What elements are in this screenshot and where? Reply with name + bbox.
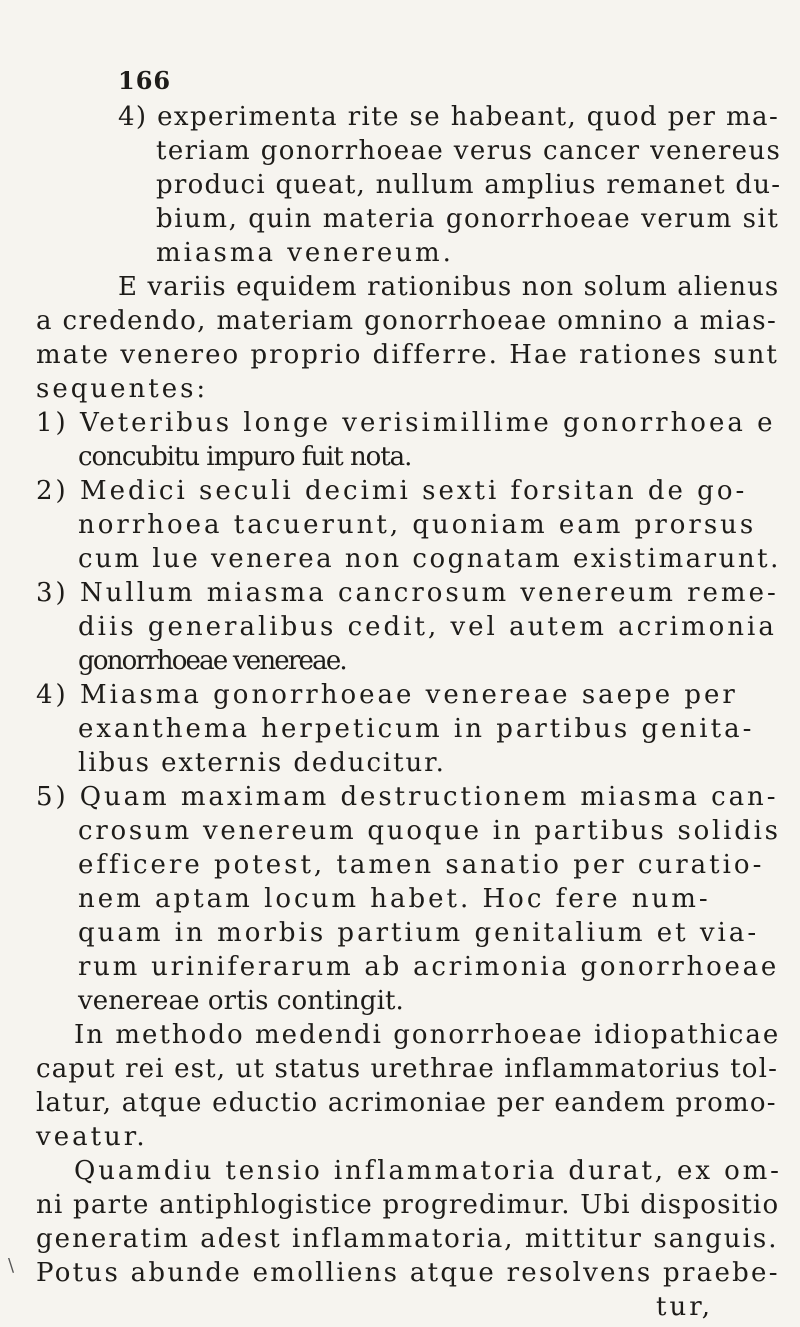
text-line: mate venereo proprio differre. Hae rationes sunt [36, 340, 779, 370]
text-line: generatim adest inflammatoria, mittitur sanguis. [36, 1224, 779, 1254]
text-line: Quamdiu tensio inflammatoria durat, ex om- [74, 1156, 782, 1186]
text-line: teriam gonorrhoeae verus cancer venereus [156, 136, 782, 166]
text-line: venereae ortis contingit. [78, 986, 404, 1016]
text-line: bium, quin materia gonorrhoeae verum sit [156, 204, 780, 234]
text-line: In methodo medendi gonorrhoeae idiopathicae [74, 1020, 781, 1050]
text-line: cum lue venerea non cognatam existimarunt. [78, 544, 781, 574]
text-line: nem aptam locum habet. Hoc fere num- [78, 884, 711, 914]
text-line: exanthema herpeticum in partibus genita- [78, 714, 755, 744]
text-line: libus externis deducitur. [78, 748, 446, 778]
text-line: 4) Miasma gonorrhoeae venereae saepe per [36, 680, 738, 710]
text-line: 2) Medici seculi decimi sexti forsitan de go- [36, 476, 748, 506]
page-number: 166 [118, 66, 172, 95]
text-line: norrhoea tacuerunt, quoniam eam prorsus [78, 510, 757, 540]
text-line: diis generalibus cedit, vel autem acrimonia [78, 612, 777, 642]
text-line: Potus abunde emolliens atque resolvens praebe- [36, 1258, 780, 1288]
text-line: E variis equidem rationibus non solum alienus [118, 272, 780, 302]
text-line: crosum venereum quoque in partibus solidis [78, 816, 781, 846]
margin-mark: \ [8, 1255, 15, 1276]
text-line: a credendo, materiam gonorrhoeae omnino a mias- [36, 306, 778, 336]
text-line: latur, atque eductio acrimoniae per eandem promo- [36, 1088, 777, 1118]
text-line: ni parte antiphlogistice progredimur. Ubi dispositio [36, 1190, 780, 1220]
text-line: 3) Nullum miasma cancrosum venereum reme- [36, 578, 779, 608]
text-line: tur, [656, 1292, 714, 1322]
text-line: quam in morbis partium genitalium et via- [78, 918, 760, 948]
text-line: 4) experimenta rite se habeant, quod per ma- [118, 102, 780, 132]
text-line: miasma venereum. [156, 238, 454, 268]
text-line: rum uriniferarum ab acrimonia gonorrhoeae [78, 952, 779, 982]
text-line: gonorrhoeae venereae. [78, 646, 346, 676]
text-line: efficere potest, tamen sanatio per curatio- [78, 850, 765, 880]
text-line: veatur. [36, 1122, 148, 1152]
text-line: sequentes: [36, 374, 209, 404]
text-line: caput rei est, ut status urethrae inflammatorius tol- [36, 1054, 779, 1084]
text-line: concubitu impuro fuit nota. [78, 442, 412, 472]
text-line: 5) Quam maximam destructionem miasma can- [36, 782, 779, 812]
text-line: produci queat, nullum amplius remanet du- [156, 170, 782, 200]
text-line: 1) Veteribus longe verisimillime gonorrhoea e [36, 408, 776, 438]
